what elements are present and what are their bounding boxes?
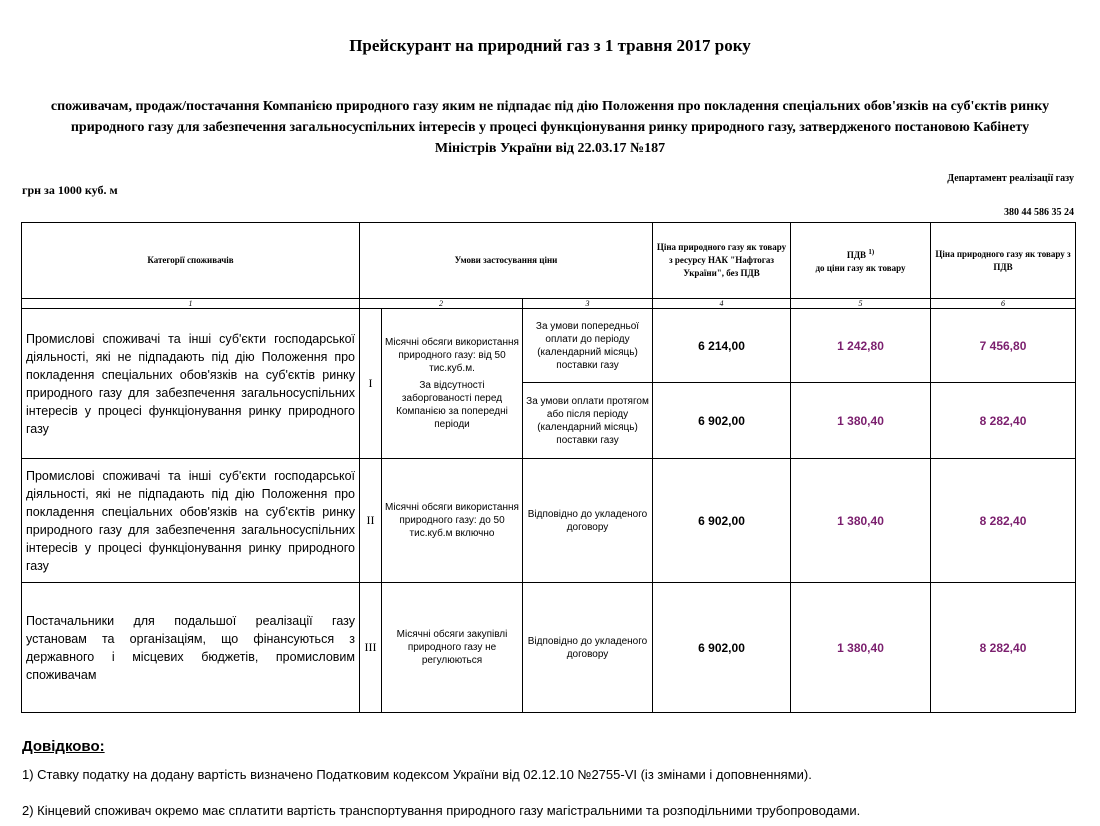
- page-title: Прейскурант на природний газ з 1 травня 2017 року: [349, 36, 751, 55]
- index-cell: 2: [360, 299, 523, 309]
- header-vat-sub: до ціни газу як товару: [815, 263, 906, 273]
- header-categories: Категорії споживачів: [22, 223, 360, 299]
- price-no-vat: 6 902,00: [653, 583, 791, 713]
- vat-amount: 1 380,40: [791, 459, 931, 583]
- payment-condition: За умови попередньої оплати до періоду (календарний місяць) поставки газу: [523, 309, 653, 383]
- table-row: [22, 309, 1076, 383]
- price-with-vat: 8 282,40: [931, 459, 1076, 583]
- price-no-vat: 6 902,00: [653, 459, 791, 583]
- table-row: [22, 459, 1076, 583]
- debt-condition-text: За відсутності заборгованості перед Компанією за попередні періоди: [396, 380, 508, 430]
- category-cell: Промислові споживачі та інші суб'єкти господарської діяльності, які не підпадають під дію Положення про покладення спеціальних обов'язків на суб'єктів ринку природного газу для забезпечення загальносуспільних інтересів у процесі функціонування ринку природного газу: [22, 309, 360, 459]
- volume-condition: Місячні обсяги використання природного газу: до 50 тис.куб.м включно: [382, 459, 523, 583]
- vat-amount: 1 380,40: [791, 383, 931, 459]
- page-subtitle: споживачам, продаж/постачання Компанією природного газу яким не підпадає під дію Положення про покладення спеціальних обов'язків на суб'єктів ринку природного газу для забезпечення загальносуспільних інтересів у процесі функціонування ринку природного газу, затвердженого постановою Кабінету Міністрів України від 22.03.17 №187: [50, 99, 1050, 156]
- header-price-vat: Ціна природного газу як товару з ПДВ: [931, 223, 1076, 299]
- index-cell: 6: [931, 299, 1076, 309]
- unit-label: грн за 1000 куб. м: [22, 183, 118, 197]
- payment-condition: За умови оплати протягом або після періоду (календарний місяць) поставки газу: [523, 383, 653, 459]
- price-with-vat: 8 282,40: [931, 583, 1076, 713]
- row-number: III: [360, 583, 382, 713]
- price-no-vat: 6 902,00: [653, 383, 791, 459]
- row-number: II: [360, 459, 382, 583]
- table-row: [22, 583, 1076, 713]
- vat-amount: 1 380,40: [791, 583, 931, 713]
- volume-condition: Місячні обсяги закупівлі природного газу не регулюються: [382, 583, 523, 713]
- index-cell: 5: [791, 299, 931, 309]
- header-vat: [791, 223, 931, 299]
- vat-amount: 1 242,80: [791, 309, 931, 383]
- index-cell: 4: [653, 299, 791, 309]
- payment-condition: Відповідно до укладеного договору: [523, 583, 653, 713]
- category-cell: Промислові споживачі та інші суб'єкти господарської діяльності, які не підпадають під дію Положення про покладення спеціальних обов'язків на суб'єктів ринку природного газу для забезпечення загальносуспільних інтересів у процесі функціонування ринку природного газу: [22, 459, 360, 583]
- category-cell: Постачальники для подальшої реалізації газу установам та організаціям, що фінансуються з державного і місцевих бюджетів, промисловим споживачам: [22, 583, 360, 713]
- notes-heading: Довідково:: [22, 738, 105, 755]
- header-conditions: Умови застосування ціни: [360, 223, 653, 299]
- index-cell: 1: [22, 299, 360, 309]
- note-item: 1) Ставку податку на додану вартість визначено Податковим кодексом України від 02.12.10 №2755-VI (із змінами і доповненнями).: [22, 767, 812, 782]
- header-row: [22, 223, 1076, 299]
- header-price-no-vat: Ціна природного газу як товару з ресурсу НАК "Нафтогаз України", без ПДВ: [653, 223, 791, 299]
- payment-condition: Відповідно до укладеного договору: [523, 459, 653, 583]
- price-table: [21, 222, 1076, 713]
- note-item: 2) Кінцевий споживач окремо має сплатити вартість транспортування природного газу магістральними та розподільними трубопроводами.: [22, 803, 861, 818]
- header-vat-sup: 1): [868, 248, 875, 256]
- price-with-vat: 8 282,40: [931, 383, 1076, 459]
- volume-condition: [382, 309, 523, 459]
- volume-condition-text: Місячні обсяги використання природного газу: від 50 тис.куб.м.: [385, 337, 519, 374]
- department-phone: 380 44 586 35 24: [1004, 207, 1074, 218]
- row-number: I: [360, 309, 382, 459]
- header-vat-label: ПДВ: [846, 250, 867, 260]
- department-label: Департамент реалізації газу: [947, 173, 1074, 184]
- index-row: [22, 299, 1076, 309]
- price-with-vat: 7 456,80: [931, 309, 1076, 383]
- price-no-vat: 6 214,00: [653, 309, 791, 383]
- index-cell: 3: [523, 299, 653, 309]
